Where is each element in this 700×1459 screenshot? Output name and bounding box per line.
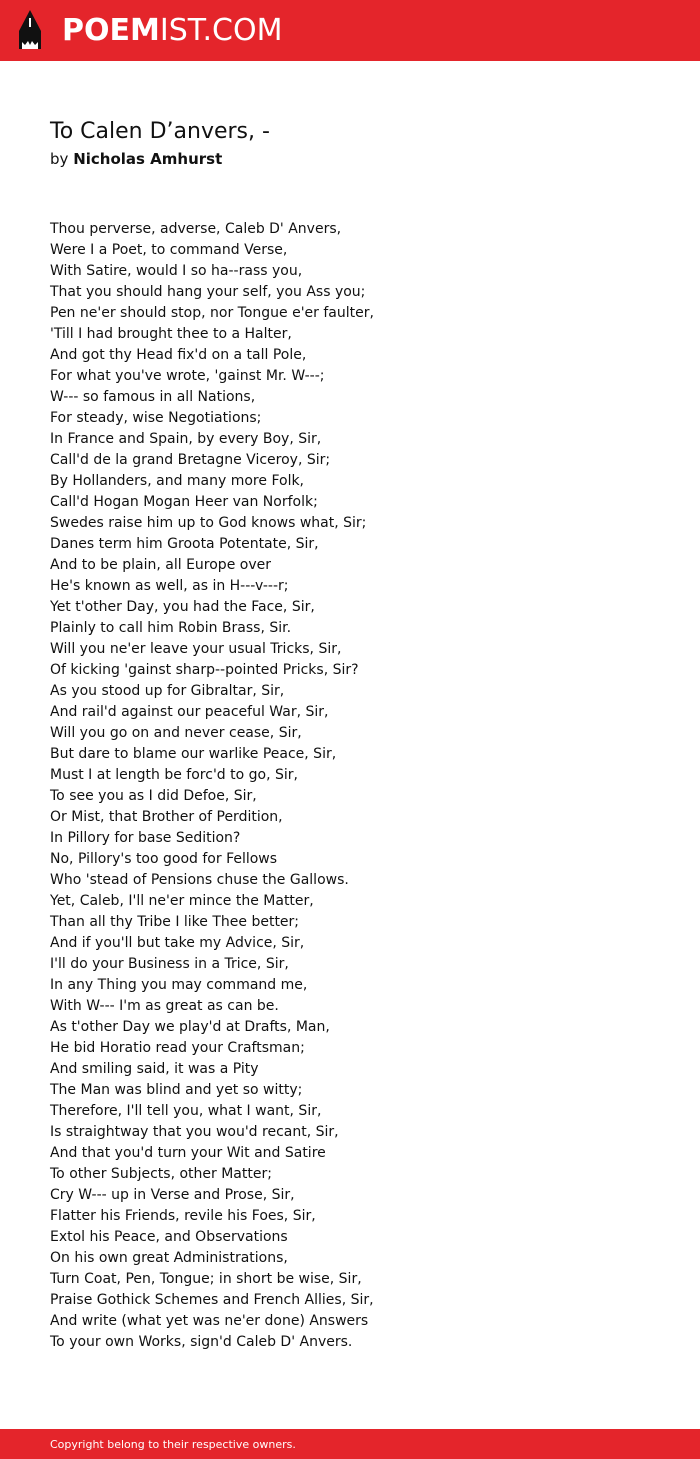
poem-line: In Pillory for base Sedition?	[50, 830, 241, 846]
poem-line: But dare to blame our warlike Peace, Sir,	[50, 746, 337, 762]
logo-light-text: IST.COM	[159, 13, 283, 48]
poem-line: On his own great Administrations,	[50, 1250, 288, 1266]
poem-line: As t'other Day we play'd at Drafts, Man,	[50, 1019, 330, 1035]
poem-line: Of kicking 'gainst sharp--pointed Pricks, Sir?	[50, 662, 359, 678]
poem-line: As you stood up for Gibraltar, Sir,	[50, 683, 285, 699]
poem-line: To see you as I did Defoe, Sir,	[50, 788, 257, 804]
pen-nib-icon[interactable]	[17, 9, 43, 51]
poem-line: He's known as well, as in H---v---r;	[50, 578, 289, 594]
poem-line: And to be plain, all Europe over	[50, 557, 271, 573]
poem-line: For steady, wise Negotiations;	[50, 410, 262, 426]
poem-line: Will you go on and never cease, Sir,	[50, 725, 302, 741]
poem-line: Danes term him Groota Potentate, Sir,	[50, 536, 319, 552]
poem-line: And if you'll but take my Advice, Sir,	[50, 935, 305, 951]
poem-line: And smiling said, it was a Pity	[50, 1061, 259, 1077]
poem-line: Flatter his Friends, revile his Foes, Sir,	[50, 1208, 316, 1224]
poem-line: And got thy Head fix'd on a tall Pole,	[50, 347, 307, 363]
poem-line: With Satire, would I so ha--rass you,	[50, 263, 303, 279]
poem-line: Yet, Caleb, I'll ne'er mince the Matter,	[50, 893, 314, 909]
poem-line: Extol his Peace, and Observations	[50, 1229, 288, 1245]
poem-line: Were I a Poet, to command Verse,	[50, 242, 288, 258]
poem-line: Thou perverse, adverse, Caleb D' Anvers,	[50, 221, 342, 237]
poem-line: Call'd Hogan Mogan Heer van Norfolk;	[50, 494, 318, 510]
site-header	[0, 0, 700, 61]
poem-line: Therefore, I'll tell you, what I want, Sir,	[50, 1103, 322, 1119]
poem-line: Is straightway that you wou'd recant, Sir,	[50, 1124, 339, 1140]
site-logo-link[interactable]	[62, 12, 282, 50]
poem-line: With W--- I'm as great as can be.	[50, 998, 279, 1014]
poem-line: Cry W--- up in Verse and Prose, Sir,	[50, 1187, 295, 1203]
poem-line: The Man was blind and yet so witty;	[50, 1082, 303, 1098]
poem-line: And rail'd against our peaceful War, Sir,	[50, 704, 329, 720]
poem-line: By Hollanders, and many more Folk,	[50, 473, 305, 489]
poem-line: Or Mist, that Brother of Perdition,	[50, 809, 283, 825]
author-name: Nicholas Amhurst	[73, 150, 223, 168]
poem-line: Must I at length be forc'd to go, Sir,	[50, 767, 298, 783]
poem-line: Plainly to call him Robin Brass, Sir.	[50, 620, 292, 636]
poem-line: And that you'd turn your Wit and Satire	[50, 1145, 326, 1161]
poem-line: Praise Gothick Schemes and French Allies, Sir,	[50, 1292, 374, 1308]
poem-title: To Calen D’anvers, -	[50, 119, 270, 144]
poem-line: Than all thy Tribe I like Thee better;	[50, 914, 300, 930]
poem-line: 'Till I had brought thee to a Halter,	[50, 326, 292, 342]
logo-bold-text: POEM	[62, 13, 160, 48]
poem-line: To your own Works, sign'd Caleb D' Anvers.	[50, 1334, 353, 1350]
poem-body	[50, 219, 670, 1353]
poem-line: Will you ne'er leave your usual Tricks, Sir,	[50, 641, 342, 657]
poem-line: Turn Coat, Pen, Tongue; in short be wise, Sir,	[50, 1271, 362, 1287]
poem-line: Pen ne'er should stop, nor Tongue e'er faulter,	[50, 305, 374, 321]
poem-line: Yet t'other Day, you had the Face, Sir,	[50, 599, 315, 615]
poem-line: That you should hang your self, you Ass you;	[50, 284, 366, 300]
poem-line: I'll do your Business in a Trice, Sir,	[50, 956, 289, 972]
poem-line: To other Subjects, other Matter;	[50, 1166, 272, 1182]
by-label: by	[50, 150, 69, 168]
poem-line: Swedes raise him up to God knows what, Sir;	[50, 515, 367, 531]
poem-line: For what you've wrote, 'gainst Mr. W---;	[50, 368, 325, 384]
poem-line: In any Thing you may command me,	[50, 977, 308, 993]
poem-line: Call'd de la grand Bretagne Viceroy, Sir;	[50, 452, 331, 468]
poem-line: No, Pillory's too good for Fellows	[50, 851, 278, 867]
poem-line: He bid Horatio read your Craftsman;	[50, 1040, 305, 1056]
poem-line: And write (what yet was ne'er done) Answers	[50, 1313, 369, 1329]
poem-byline	[50, 148, 222, 170]
poem-line: Who 'stead of Pensions chuse the Gallows.	[50, 872, 349, 888]
copyright-text: Copyright belong to their respective owners.	[50, 1438, 296, 1451]
poem-line: In France and Spain, by every Boy, Sir,	[50, 431, 322, 447]
site-footer	[0, 1429, 700, 1459]
poem-line: W--- so famous in all Nations,	[50, 389, 256, 405]
